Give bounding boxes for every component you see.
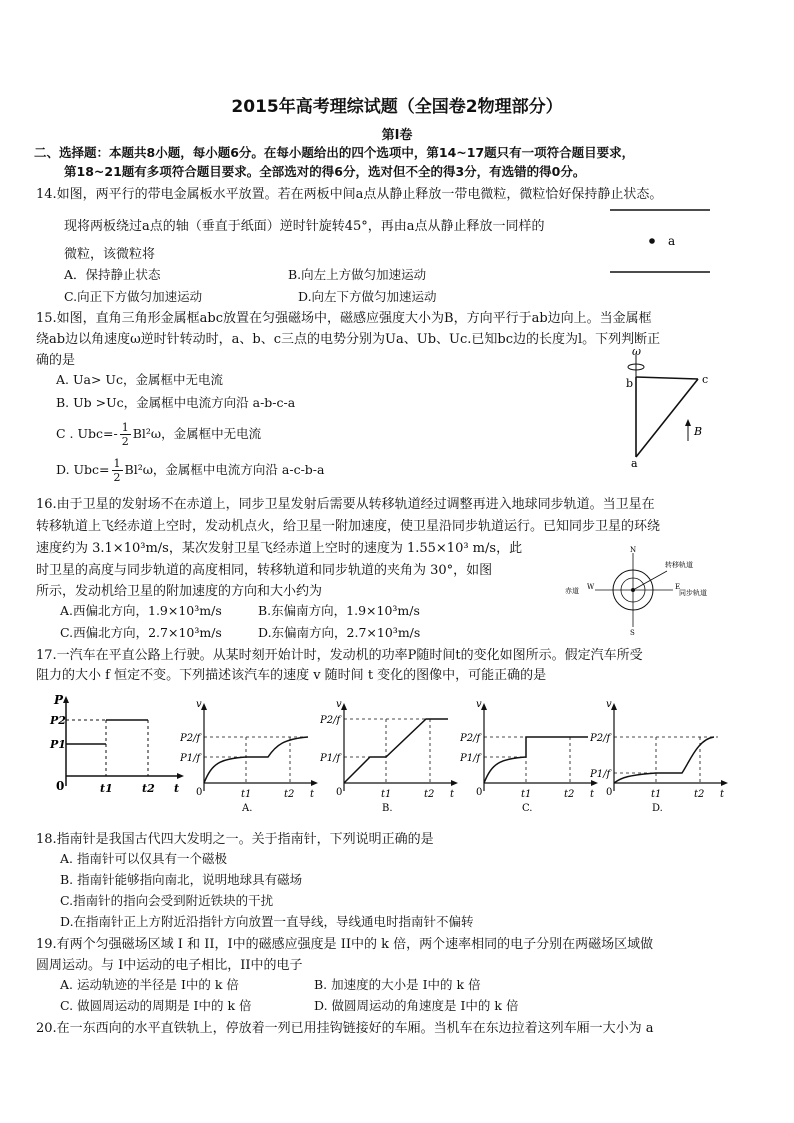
south-label: S (630, 629, 635, 635)
section-instructions-line1: 二、选择题：本题共8小题，每小题6分。在每小题给出的四个选项中，第14~17题只有一项符合题目要求， (34, 145, 635, 160)
t-axis-label: t (590, 789, 595, 800)
q16-option-a: A.西偏北方向，1.9×10³m/s (60, 603, 222, 618)
p2f-label: P2/f (460, 733, 481, 744)
q14-option-d: D.向左下方做匀加速运动 (298, 289, 437, 304)
vertex-c-label: c (702, 373, 709, 386)
point-a-label: a (668, 234, 676, 248)
q19-option-c: C. 做圆周运动的周期是 I中的 k 倍 (60, 998, 252, 1013)
p1-label: P1 (50, 738, 66, 751)
v-axis-label: v (606, 699, 612, 710)
q18-option-d: D.在指南针正上方附近沿指针方向放置一直导线，导线通电时指南针不偏转 (60, 914, 474, 929)
q14-plates-figure (600, 200, 720, 280)
q20-stem-line1: 20.在一东西向的水平直铁轨上，停放着一列已用挂钩链接好的车厢。当机车在东边拉着这列车厢一大小为 a (36, 1021, 654, 1036)
t-axis-arrow-icon (451, 780, 458, 786)
q18-option-b: B. 指南针能够指向南北，说明地球具有磁场 (60, 872, 303, 887)
equator-label: 赤道 (565, 587, 579, 595)
v-axis-arrow-icon (481, 703, 487, 710)
p1f-label: P1/f (320, 753, 341, 764)
graph-caption: A. (242, 803, 253, 814)
t-axis-arrow-icon (721, 780, 728, 786)
fraction-numerator: 1 (121, 421, 129, 434)
graph-caption: C. (522, 803, 533, 814)
p-axis-arrow-icon (63, 696, 69, 703)
q18-option-c: C.指南针的指向会受到附近铁块的干扰 (60, 893, 274, 908)
v-axis-arrow-icon (341, 703, 347, 710)
t-axis-label: t (310, 789, 315, 800)
page-title: 2015年高考理综试题（全国卷2物理部分） (231, 97, 563, 117)
q16-orbit-figure (565, 545, 715, 635)
q15-option-c (56, 421, 261, 448)
q16-stem-line2: 转移轨道上飞经赤道上空时，发动机点火，给卫星一附加速度，使卫星沿同步轨道运行。已知同步卫星的环绕 (36, 519, 661, 534)
q16-stem-line4: 时卫星的高度与同步轨道的高度相同，转移轨道和同步轨道的夹角为 30°，如图 (36, 563, 493, 578)
p2-label: P2 (50, 714, 66, 727)
q19-stem-line1: 19.有两个匀强磁场区域 I 和 II，I中的磁感应强度是 II中的 k 倍，两个速率相同的电子分别在两磁场区域做 (36, 937, 654, 952)
side-ac (636, 379, 698, 457)
q16-option-d: D.东偏南方向，2.7×10³m/s (258, 625, 421, 640)
q16-stem-line3: 速度约为 3.1×10³m/s，某次发射卫星飞经赤道上空时的速度为 1.55×10³ m/s，此 (36, 541, 523, 556)
q15-option-d (56, 457, 325, 484)
p1f-label: P1/f (180, 753, 201, 764)
q15-option-d-fraction (112, 457, 123, 484)
t2-label: t2 (694, 789, 705, 800)
v-axis-label: v (196, 699, 202, 710)
t-axis-label: t (174, 782, 180, 795)
p2f-label: P2/f (590, 733, 611, 744)
q14-stem-line2: 现将两板绕过a点的轴（垂直于纸面）逆时针旋转45°，再由a点从静止释放一同样的 (64, 219, 545, 234)
v-axis-label: v (336, 699, 342, 710)
q16-option-b: B.东偏南方向，1.9×10³m/s (258, 603, 420, 618)
q16-option-c: C.西偏北方向，2.7×10³m/s (60, 625, 222, 640)
q15-option-d-suffix: Bl²ω，金属框中电流方向沿 a-c-b-a (124, 462, 325, 477)
t-axis-arrow-icon (311, 780, 318, 786)
graph-caption: B. (382, 803, 393, 814)
transfer-orbit-label: 转移轨道 (665, 561, 693, 569)
sync-orbit-label: 同步轨道 (679, 589, 707, 597)
t-axis-label: t (450, 789, 455, 800)
fraction-denominator: 2 (113, 471, 121, 484)
q15-stem-line2: 绕ab边以角速度ω逆时针转动时，a、b、c三点的电势分别为Ua、Ub、Uc.已知bc边的长度为l。下列判断正 (36, 332, 661, 347)
v-axis-arrow-icon (201, 703, 207, 710)
q17-graph-c (460, 695, 602, 815)
q14-option-a: A．保持静止状态 (64, 267, 161, 282)
v-axis-arrow-icon (611, 703, 617, 710)
q15-triangle-figure (622, 345, 722, 475)
origin-label: 0 (336, 787, 343, 798)
fraction-numerator: 1 (113, 457, 121, 470)
origin-label: 0 (476, 787, 483, 798)
q19-option-a: A. 运动轨迹的半径是 I中的 k 倍 (60, 977, 239, 992)
p2f-label: P2/f (180, 733, 201, 744)
q14-stem-line1: 14.如图，两平行的带电金属板水平放置。若在两板中间a点从静止释放一带电微粒，微粒恰好保持静止状态。 (36, 187, 663, 202)
t1-label: t1 (100, 782, 113, 795)
q17-graph-a (180, 695, 322, 815)
velocity-curve (204, 737, 308, 783)
q17-stem-line1: 17.一汽车在平直公路上行驶。从某时刻开始计时，发动机的功率P随时间t的变化如图所示。假定汽车所受 (36, 648, 643, 663)
q15-option-b: B. Ub >Uc，金属框中电流方向沿 a-b-c-a (56, 395, 296, 410)
q15-option-c-prefix: C . Ubc=- (56, 426, 118, 441)
omega-label: ω (632, 345, 641, 358)
t1-label: t1 (381, 789, 392, 800)
q19-stem-line2: 圆周运动。与 I中运动的电子相比，II中的电子 (36, 958, 303, 973)
transfer-orbit-line (633, 571, 667, 590)
vertex-a-label: a (631, 457, 638, 470)
q18-option-a: A. 指南针可以仅具有一个磁极 (60, 851, 227, 866)
t2-label: t2 (424, 789, 435, 800)
t2-label: t2 (564, 789, 575, 800)
field-arrowhead-icon (685, 419, 691, 426)
origin-label: 0 (606, 787, 613, 798)
q16-stem-line1: 16.由于卫星的发射场不在赤道上，同步卫星发射后需要从转移轨道经过调整再进入地球同步轨道。当卫星在 (36, 497, 655, 512)
origin-label: 0 (196, 787, 203, 798)
fraction-denominator: 2 (121, 435, 129, 448)
p2f-label: P2/f (320, 715, 341, 726)
q18-stem: 18.指南针是我国古代四大发明之一。关于指南针，下列说明正确的是 (36, 832, 434, 847)
vertex-b-label: b (626, 377, 634, 390)
velocity-curve (344, 719, 448, 783)
east-label: E (675, 583, 681, 591)
q15-option-d-prefix: D. Ubc= (56, 462, 110, 477)
t1-label: t1 (241, 789, 252, 800)
q15-option-c-suffix: Bl²ω，金属框中无电流 (132, 426, 262, 441)
point-a-dot (649, 238, 655, 244)
t2-label: t2 (142, 782, 155, 795)
q19-option-d: D. 做圆周运动的角速度是 I中的 k 倍 (314, 998, 519, 1013)
q17-graph-b (320, 695, 462, 815)
p1f-label: P1/f (460, 753, 481, 764)
velocity-curve (614, 737, 714, 783)
q15-stem-line3: 确的是 (36, 353, 76, 368)
north-label: N (630, 546, 637, 554)
graph-caption: D. (652, 803, 663, 814)
q15-stem-line1: 15.如图，直角三角形金属框abc放置在匀强磁场中，磁感应强度大小为B，方向平行于ab边向上。当金属框 (36, 311, 652, 326)
q17-stem-line2: 阻力的大小 f 恒定不变。下列描述该汽车的速度 v 随时间 t 变化的图像中，可能正确的是 (36, 668, 547, 683)
t-axis-label: t (720, 789, 725, 800)
q14-stem-line3: 微粒，该微粒将 (64, 247, 156, 262)
west-label: W (587, 583, 595, 591)
volume-label: 第Ⅰ卷 (381, 128, 413, 143)
q16-stem-line5: 所示，发动机给卫星的附加速度的方向和大小约为 (36, 584, 323, 599)
q14-option-c: C.向正下方做匀加速运动 (64, 289, 203, 304)
t1-label: t1 (521, 789, 532, 800)
p-axis-label: P (54, 693, 64, 707)
p1f-label: P1/f (590, 769, 611, 780)
q15-option-a: A. Ua> Uc，金属框中无电流 (56, 372, 223, 387)
q17-graph-d (590, 695, 732, 815)
t1-label: t1 (651, 789, 662, 800)
velocity-curve (484, 737, 588, 783)
field-b-label: B (694, 425, 703, 438)
t2-label: t2 (284, 789, 295, 800)
v-axis-label: v (476, 699, 482, 710)
section-instructions-line2: 第18~21题有多项符合题目要求。全部选对的得6分，选对但不全的得3分，有选错的得0分。 (64, 164, 586, 179)
q17-power-graph (40, 690, 190, 800)
q19-option-b: B. 加速度的大小是 I中的 k 倍 (314, 977, 481, 992)
q14-option-b: B.向左上方做匀加速运动 (288, 267, 427, 282)
side-bc (636, 377, 698, 379)
q15-option-c-fraction (120, 421, 131, 448)
origin-label: 0 (56, 779, 65, 793)
